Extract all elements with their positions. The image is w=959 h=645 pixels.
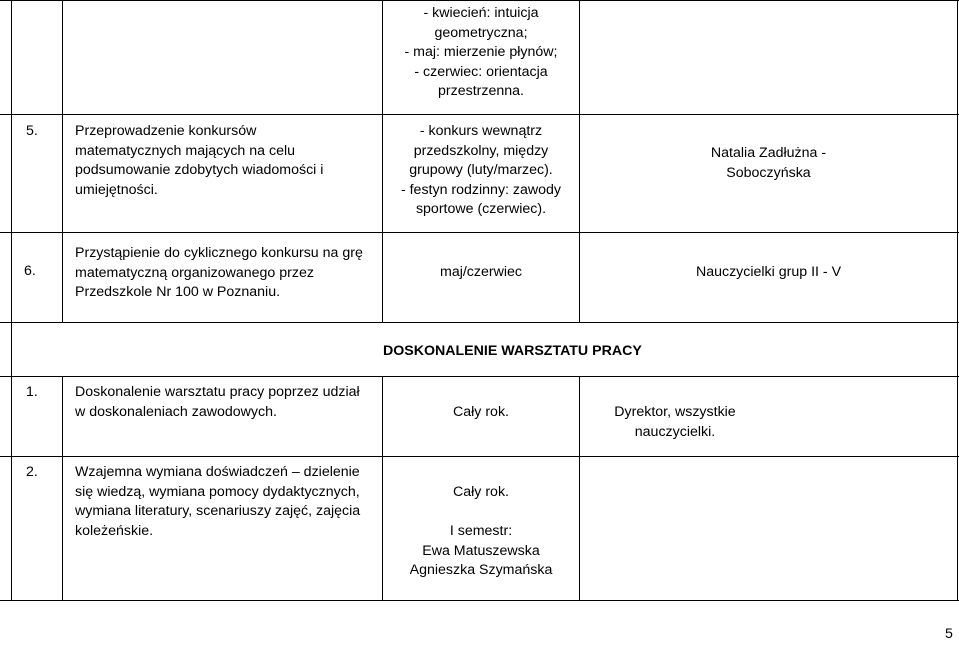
task-description	[75, 383, 380, 422]
description-line: wymiana literatury, scenariuszy zajęć, zajęcia	[75, 503, 361, 519]
row-number: 1.	[26, 384, 38, 400]
row-number: 2.	[26, 464, 38, 480]
timeframe-line: Cały rok.	[453, 484, 509, 500]
section-title: DOSKONALENIE WARSZTATU PRACY	[383, 343, 642, 359]
timeframe-line: przedszkolny, między	[413, 142, 549, 159]
timeframe-line	[383, 503, 579, 523]
timeframe-line: I semestr:	[449, 523, 513, 539]
task-description	[75, 122, 380, 200]
description-line: w doskonaleniach zawodowych.	[75, 403, 277, 420]
page-number: 5	[945, 626, 953, 642]
task-responsible	[580, 144, 957, 183]
task-description	[75, 463, 380, 541]
description-line: matematyczną organizowanego przez	[75, 264, 314, 281]
description-line: umiejętności.	[75, 181, 158, 198]
timeframe-line: - konkurs wewnątrz	[419, 123, 543, 139]
responsible-line: nauczycielki.	[634, 423, 716, 440]
timeframe-line: sportowe (czerwiec).	[415, 201, 547, 217]
row-number: 6.	[24, 263, 36, 279]
schedule-line: - maj: mierzenie płynów;	[404, 44, 558, 60]
task-responsible: Nauczycielki grup II - V	[695, 264, 842, 280]
responsible-line: Soboczyńska	[726, 164, 811, 181]
column-divider	[62, 0, 63, 322]
task-timeframe: maj/czerwiec	[440, 264, 522, 280]
description-line: Przeprowadzenie konkursów	[75, 123, 257, 139]
row-divider	[0, 114, 959, 115]
description-line: podsumowanie zdobytych wiadomości i	[75, 162, 324, 178]
row-divider	[0, 232, 959, 233]
task-timeframe	[383, 122, 579, 220]
timeframe-line: - festyn rodzinny: zawody	[400, 181, 562, 198]
task-description	[75, 244, 380, 303]
description-line: Przystąpienie do cyklicznego konkursu na grę	[75, 245, 363, 261]
description-line: Przedszkole Nr 100 w Poznaniu.	[75, 284, 281, 300]
schedule-line: - kwiecień: intuicja	[423, 5, 539, 21]
column-divider	[62, 376, 63, 601]
schedule-line: przestrzenna.	[438, 83, 524, 99]
table-border-left	[11, 0, 12, 601]
table-border-top	[0, 0, 959, 1]
responsible-line: Dyrektor, wszystkie	[614, 404, 736, 420]
schedule-cell	[383, 4, 579, 102]
task-timeframe	[383, 483, 579, 581]
timeframe-line: Agnieszka Szymańska	[409, 562, 553, 578]
description-line: się wiedzą, wymiana pomocy dydaktycznych,	[75, 483, 360, 500]
task-timeframe: Cały rok.	[453, 404, 509, 420]
responsible-line: Natalia Zadłużna -	[710, 145, 827, 161]
description-line: matematycznych mających na celu	[75, 142, 295, 159]
row-divider	[0, 322, 959, 323]
timeframe-line: grupowy (luty/marzec).	[409, 162, 553, 178]
description-line: Doskonalenie warsztatu pracy poprzez udział	[75, 384, 360, 400]
row-divider	[0, 456, 959, 457]
table-border-right	[957, 0, 958, 601]
schedule-line: - czerwiec: orientacja	[414, 63, 548, 80]
task-responsible	[580, 403, 770, 442]
row-divider	[0, 376, 959, 377]
timeframe-line: Ewa Matuszewska	[422, 542, 540, 559]
row-number: 5.	[26, 123, 38, 139]
table-border-bottom	[0, 600, 959, 601]
description-line: koleżeńskie.	[75, 522, 154, 539]
schedule-line: geometryczna;	[434, 24, 528, 41]
description-line: Wzajemna wymiana doświadczeń – dzielenie	[75, 464, 360, 480]
